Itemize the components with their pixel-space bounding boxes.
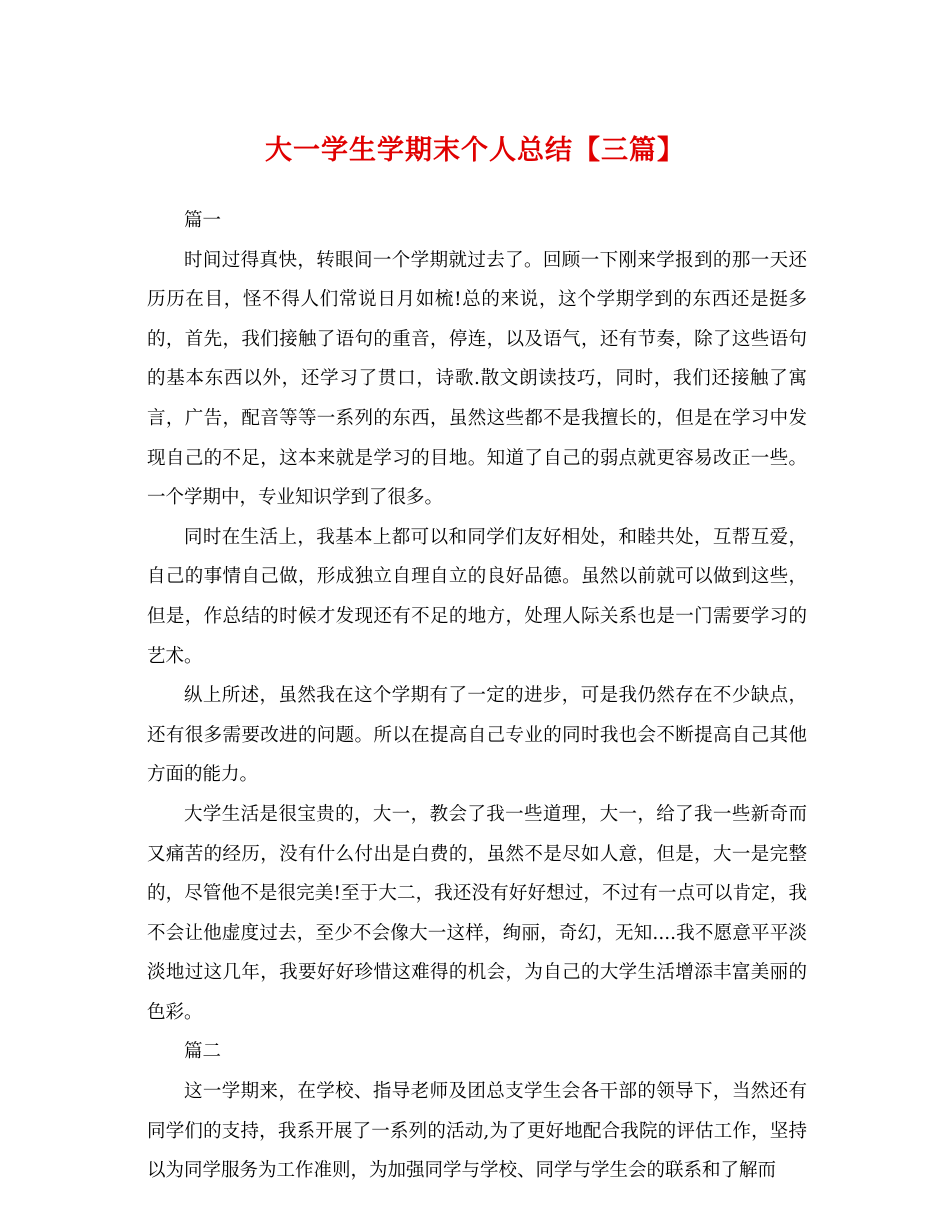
paragraph: 纵上所述，虽然我在这个学期有了一定的进步，可是我仍然存在不少缺点，还有很多需要改进的问题。所以在提高自己专业的同时我也会不断提高自己其他方面的能力。 — [147, 685, 807, 786]
section-heading-2: 篇二 — [184, 1041, 222, 1063]
paragraph: 这一学期来，在学校、指导老师及团总支学生会各干部的领导下，当然还有同学们的支持，我系开展了一系列的活动,为了更好地配合我院的评估工作，坚持以为同学服务为工作准则，为加强同学与学校、同学与学生会的联系和了解而 — [147, 1081, 807, 1182]
document-title: 大一学生学期末个人总结【三篇】 — [265, 135, 685, 166]
paragraph: 大学生活是很宝贵的，大一，教会了我一些道理，大一，给了我一些新奇而又痛苦的经历，没有什么付出是白费的，虽然不是尽如人意，但是，大一是完整的，尽管他不是很完美!至于大二，我还没有好好想过，不过有一点可以肯定，我不会让他虚度过去，至少不会像大一这样，绚丽，奇幻，无知....我不愿意平平淡淡地过这几年，我要好好珍惜这难得的机会，为自己的大学生活增添丰富美丽的色彩。 — [147, 803, 807, 1023]
section-heading-1: 篇一 — [184, 210, 222, 231]
document-body — [147, 201, 807, 1191]
paragraph: 同时在生活上，我基本上都可以和同学们友好相处，和睦共处，互帮互爱，自己的事情自己做，形成独立自理自立的良好品德。虽然以前就可以做到这些，但是，作总结的时候才发现还有不足的地方，处理人际关系也是一门需要学习的艺术。 — [147, 526, 807, 667]
paragraph: 时间过得真快，转眼间一个学期就过去了。回顾一下刚来学报到的那一天还历历在目，怪不得人们常说日月如梳!总的来说，这个学期学到的东西还是挺多的，首先，我们接触了语句的重音，停连，以及语气，还有节奏，除了这些语句的基本东西以外，还学习了贯口，诗歌.散文朗读技巧，同时，我们还接触了寓言，广告，配音等等一系列的东西，虽然这些都不是我擅长的，但是在学习中发现自己的不足，这本来就是学习的目地。知道了自己的弱点就更容易改正一些。一个学期中，专业知识学到了很多。 — [147, 249, 807, 509]
